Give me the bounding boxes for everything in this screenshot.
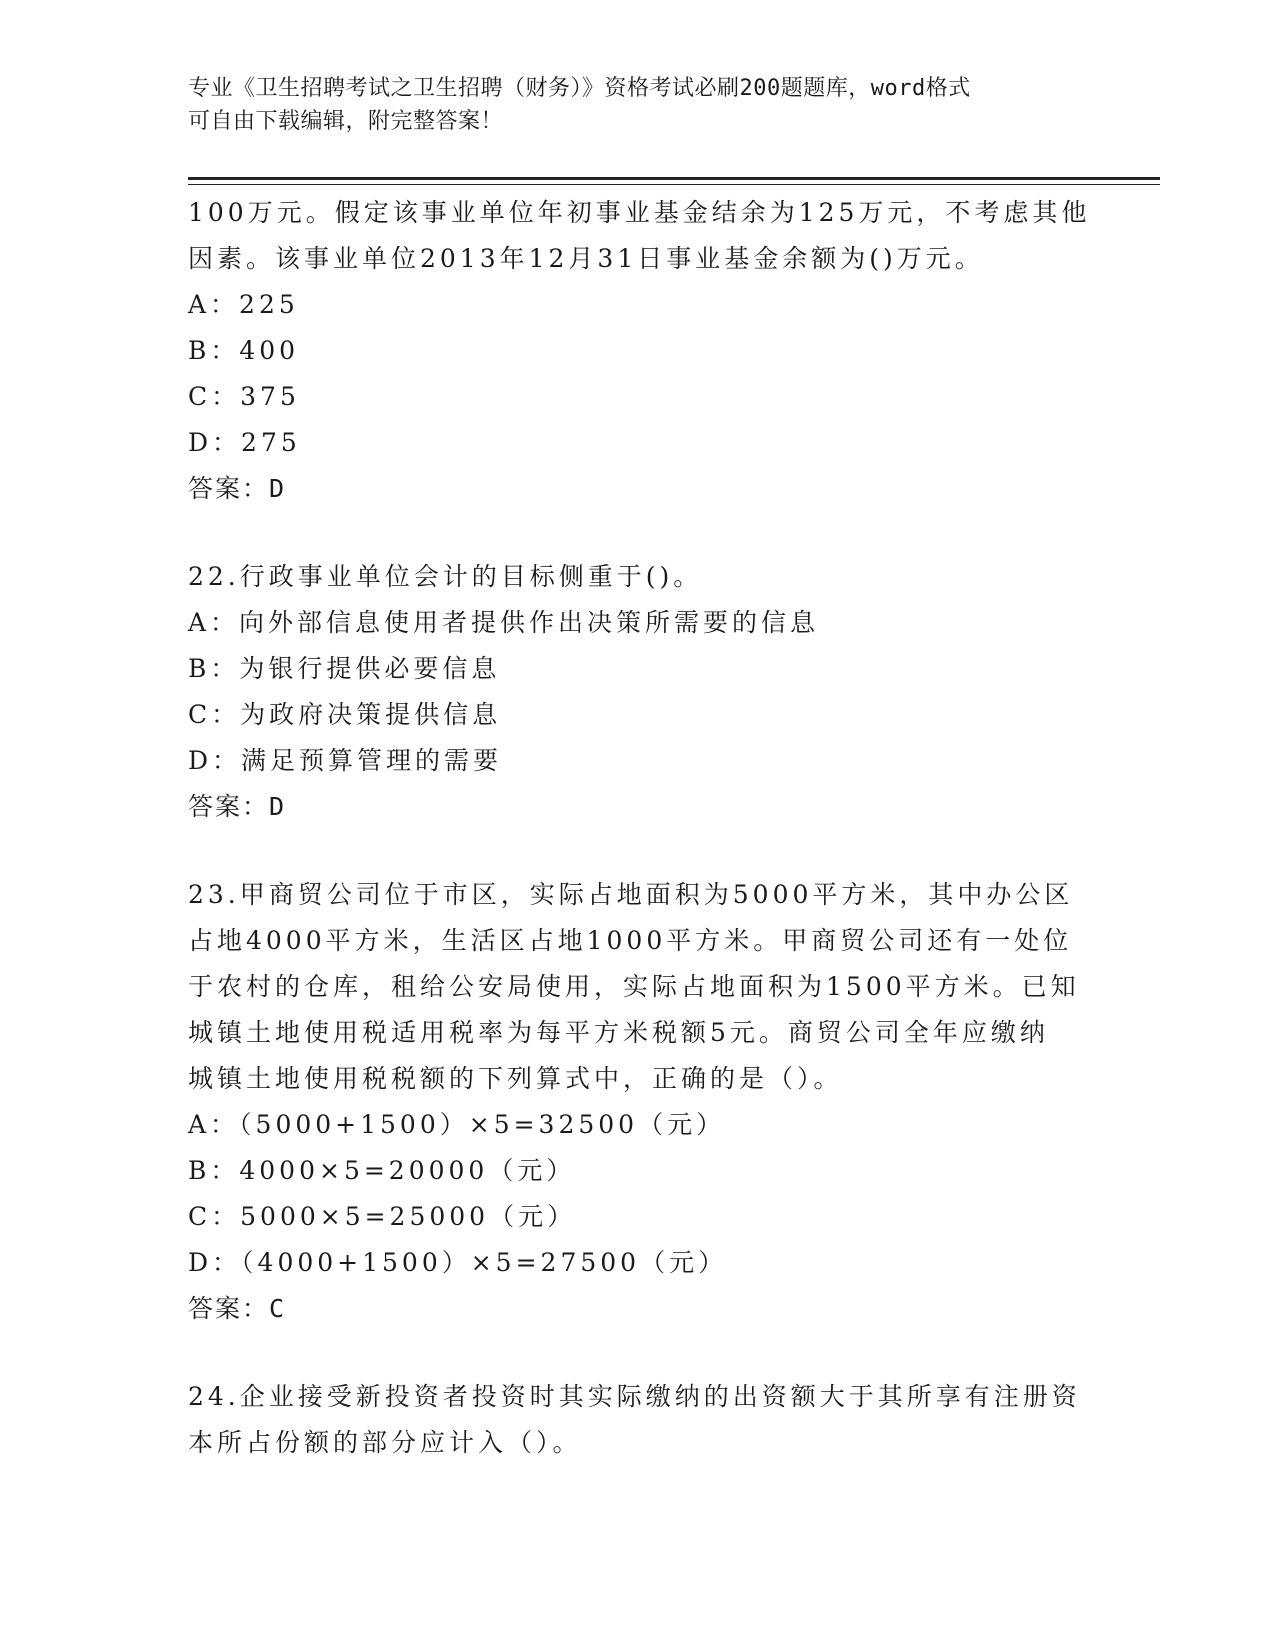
option-b: B：400 <box>188 336 300 365</box>
question-stem: 22.行政事业单位会计的目标侧重于()。 <box>188 562 703 591</box>
spacer <box>188 1332 1088 1374</box>
header-divider-thick <box>188 177 1160 180</box>
document-header <box>188 72 1088 138</box>
option-c: C：为政府决策提供信息 <box>188 700 502 729</box>
question-stem: 本所占份额的部分应计入（）。 <box>188 1428 582 1457</box>
question-21 <box>188 190 1091 512</box>
question-24 <box>188 1374 1088 1466</box>
question-list <box>188 190 1091 1466</box>
header-line-1: 专业《卫生招聘考试之卫生招聘（财务）》资格考试必刷200题题库，word格式 <box>188 76 971 101</box>
question-stem: 城镇土地使用税适用税率为每平方米税额5元。商贸公司全年应缴纳 <box>188 1018 1049 1047</box>
option-b: B：为银行提供必要信息 <box>188 654 501 683</box>
option-b: B：4000×5=20000（元） <box>188 1156 576 1185</box>
option-c: C：375 <box>188 382 300 411</box>
answer-label: 答案：D <box>188 792 287 821</box>
header-line-2: 可自由下载编辑，附完整答案！ <box>188 109 504 134</box>
option-c: C：5000×5=25000（元） <box>188 1202 577 1231</box>
answer-label: 答案：C <box>188 1294 287 1323</box>
option-a: A：向外部信息使用者提供作出决策所需要的信息 <box>188 608 820 637</box>
question-stem: 因素。该事业单位2013年12月31日事业基金余额为()万元。 <box>188 244 984 273</box>
question-stem: 24.企业接受新投资者投资时其实际缴纳的出资额大于其所享有注册资 <box>188 1382 1081 1411</box>
question-stem: 23.甲商贸公司位于市区，实际占地面积为5000平方米，其中办公区 <box>188 880 1074 909</box>
option-d: D：275 <box>188 428 301 457</box>
spacer <box>188 830 1088 872</box>
question-23 <box>188 872 1088 1332</box>
option-d: D：满足预算管理的需要 <box>188 746 503 775</box>
option-d: D：（4000+1500）×5=27500（元） <box>188 1248 728 1277</box>
option-a: A：225 <box>188 290 299 319</box>
question-22 <box>188 554 1088 830</box>
question-stem: 100万元。假定该事业单位年初事业基金结余为125万元，不考虑其他 <box>188 198 1091 227</box>
question-stem: 于农村的仓库，租给公安局使用，实际占地面积为1500平方米。已知 <box>188 972 1080 1001</box>
question-stem: 城镇土地使用税税额的下列算式中，正确的是（）。 <box>188 1064 843 1093</box>
option-a: A：（5000+1500）×5=32500（元） <box>188 1110 726 1139</box>
spacer <box>188 512 1088 554</box>
question-stem: 占地4000平方米，生活区占地1000平方米。甲商贸公司还有一处位 <box>188 926 1073 955</box>
header-divider-thin <box>188 184 1160 185</box>
answer-label: 答案：D <box>188 474 287 503</box>
